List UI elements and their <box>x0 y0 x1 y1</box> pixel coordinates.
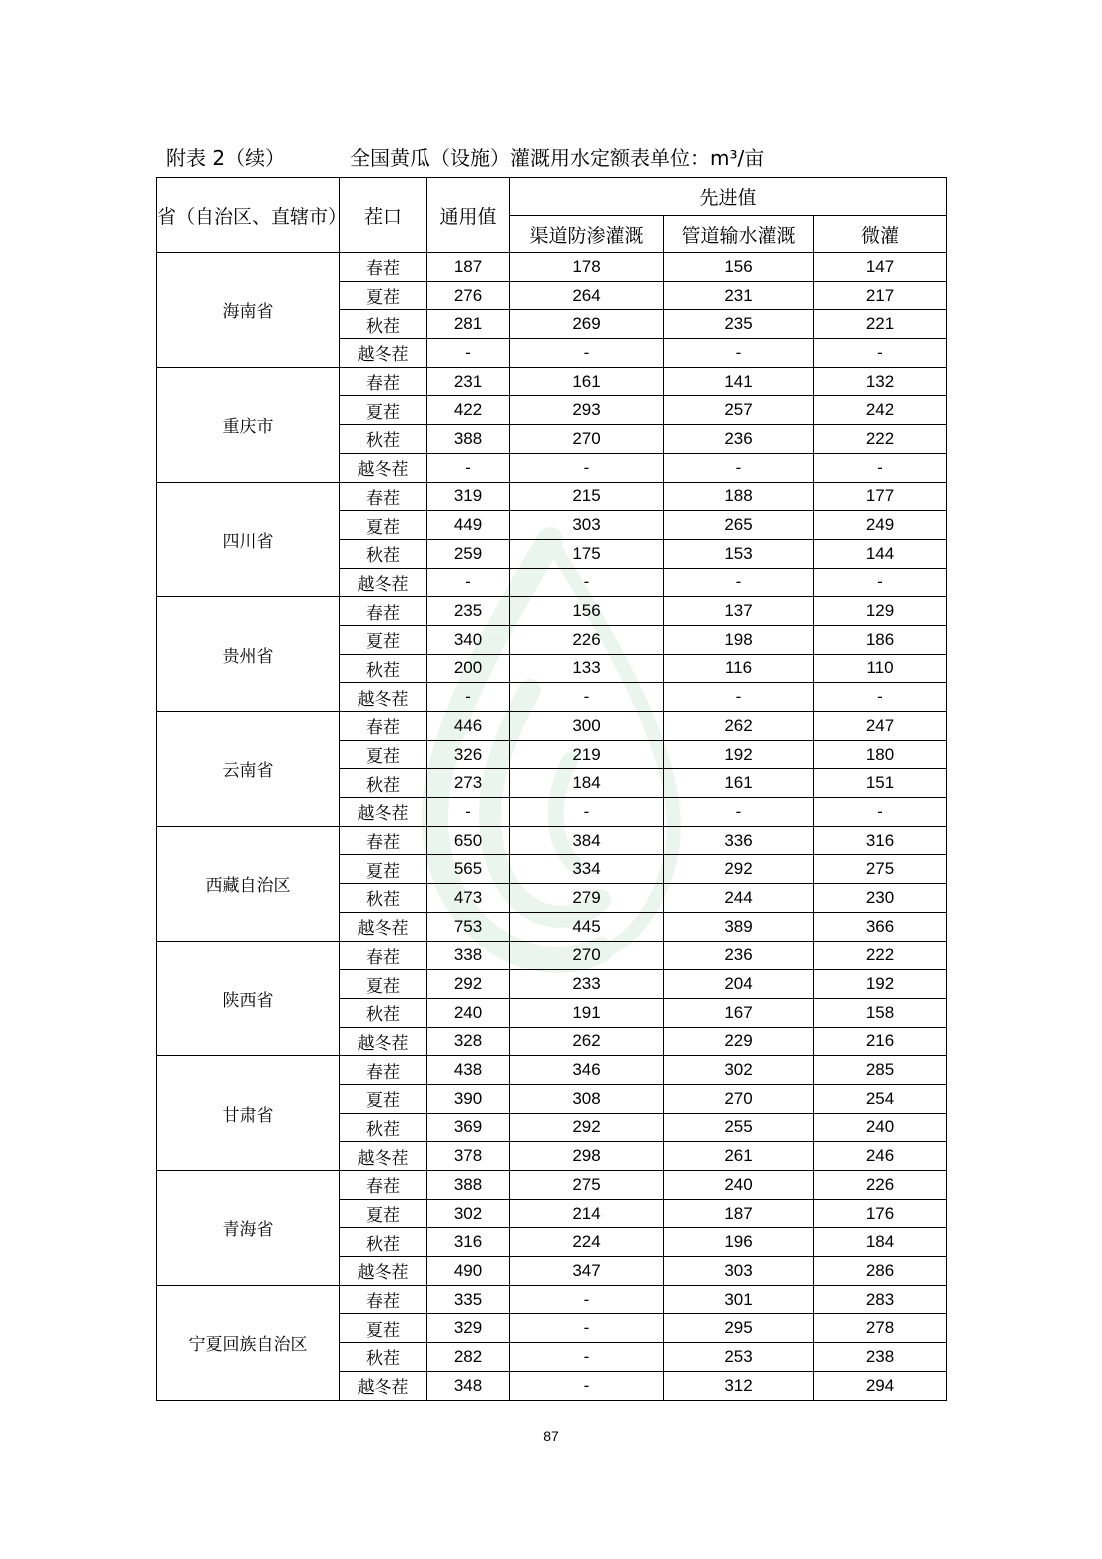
general-value-cell: 316 <box>427 1228 510 1257</box>
canal-value-cell: 384 <box>510 826 664 855</box>
micro-value-cell: 217 <box>814 281 947 310</box>
general-value-cell: 335 <box>427 1285 510 1314</box>
table-row <box>157 253 947 282</box>
canal-value-cell: 308 <box>510 1084 664 1113</box>
header-advanced: 先进值 <box>510 178 947 216</box>
general-value-cell: 231 <box>427 367 510 396</box>
general-value-cell: 338 <box>427 941 510 970</box>
province-name: 西藏自治区 <box>157 826 340 941</box>
canal-value-cell: 270 <box>510 941 664 970</box>
pipe-value-cell: 141 <box>664 367 814 396</box>
pipe-value-cell: 153 <box>664 539 814 568</box>
canal-value-cell: 275 <box>510 1171 664 1200</box>
micro-value-cell: - <box>814 453 947 482</box>
table-row <box>157 482 947 511</box>
table-row <box>157 597 947 626</box>
general-value-cell: 390 <box>427 1084 510 1113</box>
micro-value-cell: 316 <box>814 826 947 855</box>
general-value-cell: - <box>427 568 510 597</box>
province-name: 青海省 <box>157 1171 340 1286</box>
pipe-value-cell: 262 <box>664 712 814 741</box>
canal-value-cell: 270 <box>510 425 664 454</box>
micro-value-cell: 238 <box>814 1343 947 1372</box>
general-value-cell: 422 <box>427 396 510 425</box>
canal-value-cell: 300 <box>510 712 664 741</box>
general-value-cell: 326 <box>427 740 510 769</box>
micro-value-cell: - <box>814 568 947 597</box>
general-value-cell: 378 <box>427 1142 510 1171</box>
season-cell: 春茬 <box>340 1171 427 1200</box>
pipe-value-cell: 265 <box>664 511 814 540</box>
season-cell: 春茬 <box>340 826 427 855</box>
season-cell: 秋茬 <box>340 1113 427 1142</box>
season-cell: 越冬茬 <box>340 912 427 941</box>
pipe-value-cell: 240 <box>664 1171 814 1200</box>
season-cell: 春茬 <box>340 597 427 626</box>
general-value-cell: - <box>427 453 510 482</box>
season-cell: 越冬茬 <box>340 453 427 482</box>
header-pipe: 管道输水灌溉 <box>664 216 814 253</box>
pipe-value-cell: 188 <box>664 482 814 511</box>
header-general: 通用值 <box>427 178 510 253</box>
season-cell: 夏茬 <box>340 625 427 654</box>
general-value-cell: 259 <box>427 539 510 568</box>
micro-value-cell: 132 <box>814 367 947 396</box>
general-value-cell: 473 <box>427 884 510 913</box>
header-crop: 茬口 <box>340 178 427 253</box>
micro-value-cell: 129 <box>814 597 947 626</box>
table-row <box>157 826 947 855</box>
micro-value-cell: 285 <box>814 1056 947 1085</box>
pipe-value-cell: 235 <box>664 310 814 339</box>
canal-value-cell: 279 <box>510 884 664 913</box>
canal-value-cell: 269 <box>510 310 664 339</box>
pipe-value-cell: 161 <box>664 769 814 798</box>
table-caption: 全国黄瓜（设施）灌溉用水定额表单位：m³/亩 <box>350 146 765 170</box>
pipe-value-cell: 303 <box>664 1257 814 1286</box>
general-value-cell: - <box>427 339 510 368</box>
micro-value-cell: 240 <box>814 1113 947 1142</box>
canal-value-cell: 178 <box>510 253 664 282</box>
canal-value-cell: 133 <box>510 654 664 683</box>
pipe-value-cell: 167 <box>664 998 814 1027</box>
micro-value-cell: 222 <box>814 425 947 454</box>
canal-value-cell: 293 <box>510 396 664 425</box>
micro-value-cell: - <box>814 683 947 712</box>
season-cell: 夏茬 <box>340 281 427 310</box>
pipe-value-cell: 336 <box>664 826 814 855</box>
province-name: 甘肃省 <box>157 1056 340 1171</box>
general-value-cell: 449 <box>427 511 510 540</box>
micro-value-cell: 216 <box>814 1027 947 1056</box>
general-value-cell: 328 <box>427 1027 510 1056</box>
pipe-value-cell: - <box>664 453 814 482</box>
province-name: 宁夏回族自治区 <box>157 1285 340 1400</box>
general-value-cell: 282 <box>427 1343 510 1372</box>
season-cell: 越冬茬 <box>340 683 427 712</box>
micro-value-cell: 249 <box>814 511 947 540</box>
water-quota-table <box>156 177 947 1401</box>
micro-value-cell: 144 <box>814 539 947 568</box>
general-value-cell: - <box>427 798 510 827</box>
general-value-cell: 388 <box>427 1171 510 1200</box>
season-cell: 越冬茬 <box>340 1027 427 1056</box>
micro-value-cell: 192 <box>814 970 947 999</box>
header-province: 省（自治区、直辖市） <box>157 178 340 253</box>
season-cell: 越冬茬 <box>340 798 427 827</box>
season-cell: 秋茬 <box>340 310 427 339</box>
general-value-cell: 235 <box>427 597 510 626</box>
province-name: 云南省 <box>157 712 340 827</box>
pipe-value-cell: 198 <box>664 625 814 654</box>
canal-value-cell: 184 <box>510 769 664 798</box>
general-value-cell: 388 <box>427 425 510 454</box>
table-body <box>157 253 947 1401</box>
canal-value-cell: - <box>510 1285 664 1314</box>
header-micro: 微灌 <box>814 216 947 253</box>
season-cell: 春茬 <box>340 253 427 282</box>
season-cell: 秋茬 <box>340 1228 427 1257</box>
pipe-value-cell: 389 <box>664 912 814 941</box>
general-value-cell: 187 <box>427 253 510 282</box>
general-value-cell: 753 <box>427 912 510 941</box>
table-row <box>157 367 947 396</box>
appendix-label: 附表 2（续） <box>166 146 286 170</box>
micro-value-cell: 184 <box>814 1228 947 1257</box>
general-value-cell: 329 <box>427 1314 510 1343</box>
general-value-cell: - <box>427 683 510 712</box>
micro-value-cell: 275 <box>814 855 947 884</box>
micro-value-cell: 186 <box>814 625 947 654</box>
micro-value-cell: 176 <box>814 1199 947 1228</box>
micro-value-cell: 110 <box>814 654 947 683</box>
pipe-value-cell: 302 <box>664 1056 814 1085</box>
pipe-value-cell: - <box>664 339 814 368</box>
pipe-value-cell: 253 <box>664 1343 814 1372</box>
general-value-cell: 200 <box>427 654 510 683</box>
page-number: 87 <box>543 1428 559 1444</box>
general-value-cell: 490 <box>427 1257 510 1286</box>
canal-value-cell: - <box>510 683 664 712</box>
general-value-cell: 240 <box>427 998 510 1027</box>
table-row <box>157 1171 947 1200</box>
canal-value-cell: 191 <box>510 998 664 1027</box>
canal-value-cell: 298 <box>510 1142 664 1171</box>
general-value-cell: 650 <box>427 826 510 855</box>
season-cell: 春茬 <box>340 712 427 741</box>
general-value-cell: 446 <box>427 712 510 741</box>
pipe-value-cell: 231 <box>664 281 814 310</box>
pipe-value-cell: - <box>664 568 814 597</box>
canal-value-cell: - <box>510 568 664 597</box>
season-cell: 越冬茬 <box>340 568 427 597</box>
season-cell: 夏茬 <box>340 396 427 425</box>
season-cell: 夏茬 <box>340 1084 427 1113</box>
micro-value-cell: 226 <box>814 1171 947 1200</box>
canal-value-cell: 334 <box>510 855 664 884</box>
season-cell: 夏茬 <box>340 970 427 999</box>
general-value-cell: 369 <box>427 1113 510 1142</box>
table-row <box>157 941 947 970</box>
season-cell: 越冬茬 <box>340 1142 427 1171</box>
season-cell: 秋茬 <box>340 425 427 454</box>
season-cell: 秋茬 <box>340 654 427 683</box>
canal-value-cell: 224 <box>510 1228 664 1257</box>
table-title <box>166 140 946 172</box>
pipe-value-cell: - <box>664 683 814 712</box>
micro-value-cell: 242 <box>814 396 947 425</box>
pipe-value-cell: 116 <box>664 654 814 683</box>
season-cell: 秋茬 <box>340 998 427 1027</box>
table-row <box>157 1056 947 1085</box>
micro-value-cell: 294 <box>814 1371 947 1400</box>
general-value-cell: 273 <box>427 769 510 798</box>
season-cell: 秋茬 <box>340 884 427 913</box>
pipe-value-cell: 187 <box>664 1199 814 1228</box>
pipe-value-cell: 236 <box>664 941 814 970</box>
canal-value-cell: - <box>510 798 664 827</box>
micro-value-cell: 283 <box>814 1285 947 1314</box>
general-value-cell: 340 <box>427 625 510 654</box>
canal-value-cell: 156 <box>510 597 664 626</box>
season-cell: 秋茬 <box>340 769 427 798</box>
pipe-value-cell: 236 <box>664 425 814 454</box>
canal-value-cell: - <box>510 339 664 368</box>
province-name: 四川省 <box>157 482 340 597</box>
season-cell: 夏茬 <box>340 740 427 769</box>
season-cell: 越冬茬 <box>340 339 427 368</box>
general-value-cell: 292 <box>427 970 510 999</box>
table-row <box>157 712 947 741</box>
season-cell: 夏茬 <box>340 511 427 540</box>
pipe-value-cell: 196 <box>664 1228 814 1257</box>
general-value-cell: 281 <box>427 310 510 339</box>
season-cell: 夏茬 <box>340 855 427 884</box>
pipe-value-cell: 204 <box>664 970 814 999</box>
season-cell: 春茬 <box>340 1056 427 1085</box>
micro-value-cell: 221 <box>814 310 947 339</box>
season-cell: 秋茬 <box>340 1343 427 1372</box>
micro-value-cell: - <box>814 798 947 827</box>
season-cell: 春茬 <box>340 941 427 970</box>
canal-value-cell: 175 <box>510 539 664 568</box>
pipe-value-cell: 137 <box>664 597 814 626</box>
canal-value-cell: 214 <box>510 1199 664 1228</box>
pipe-value-cell: 156 <box>664 253 814 282</box>
canal-value-cell: - <box>510 1371 664 1400</box>
micro-value-cell: 180 <box>814 740 947 769</box>
canal-value-cell: 233 <box>510 970 664 999</box>
micro-value-cell: 254 <box>814 1084 947 1113</box>
province-name: 陕西省 <box>157 941 340 1056</box>
canal-value-cell: 264 <box>510 281 664 310</box>
micro-value-cell: 246 <box>814 1142 947 1171</box>
season-cell: 越冬茬 <box>340 1257 427 1286</box>
canal-value-cell: 262 <box>510 1027 664 1056</box>
pipe-value-cell: 192 <box>664 740 814 769</box>
micro-value-cell: 147 <box>814 253 947 282</box>
season-cell: 春茬 <box>340 1285 427 1314</box>
general-value-cell: 302 <box>427 1199 510 1228</box>
micro-value-cell: 366 <box>814 912 947 941</box>
season-cell: 夏茬 <box>340 1314 427 1343</box>
pipe-value-cell: 292 <box>664 855 814 884</box>
canal-value-cell: 346 <box>510 1056 664 1085</box>
season-cell: 越冬茬 <box>340 1371 427 1400</box>
general-value-cell: 565 <box>427 855 510 884</box>
canal-value-cell: 215 <box>510 482 664 511</box>
canal-value-cell: 445 <box>510 912 664 941</box>
canal-value-cell: 292 <box>510 1113 664 1142</box>
season-cell: 春茬 <box>340 367 427 396</box>
pipe-value-cell: 301 <box>664 1285 814 1314</box>
micro-value-cell: 151 <box>814 769 947 798</box>
micro-value-cell: 230 <box>814 884 947 913</box>
canal-value-cell: 161 <box>510 367 664 396</box>
canal-value-cell: - <box>510 453 664 482</box>
season-cell: 夏茬 <box>340 1199 427 1228</box>
canal-value-cell: 303 <box>510 511 664 540</box>
micro-value-cell: 177 <box>814 482 947 511</box>
micro-value-cell: 158 <box>814 998 947 1027</box>
general-value-cell: 348 <box>427 1371 510 1400</box>
micro-value-cell: 247 <box>814 712 947 741</box>
header-canal: 渠道防渗灌溉 <box>510 216 664 253</box>
canal-value-cell: 219 <box>510 740 664 769</box>
pipe-value-cell: - <box>664 798 814 827</box>
micro-value-cell: 278 <box>814 1314 947 1343</box>
canal-value-cell: - <box>510 1314 664 1343</box>
pipe-value-cell: 312 <box>664 1371 814 1400</box>
pipe-value-cell: 244 <box>664 884 814 913</box>
pipe-value-cell: 229 <box>664 1027 814 1056</box>
general-value-cell: 438 <box>427 1056 510 1085</box>
general-value-cell: 319 <box>427 482 510 511</box>
canal-value-cell: 226 <box>510 625 664 654</box>
pipe-value-cell: 295 <box>664 1314 814 1343</box>
pipe-value-cell: 270 <box>664 1084 814 1113</box>
season-cell: 春茬 <box>340 482 427 511</box>
micro-value-cell: 222 <box>814 941 947 970</box>
pipe-value-cell: 257 <box>664 396 814 425</box>
province-name: 重庆市 <box>157 367 340 482</box>
province-name: 贵州省 <box>157 597 340 712</box>
table-row <box>157 1285 947 1314</box>
micro-value-cell: - <box>814 339 947 368</box>
micro-value-cell: 286 <box>814 1257 947 1286</box>
canal-value-cell: 347 <box>510 1257 664 1286</box>
season-cell: 秋茬 <box>340 539 427 568</box>
province-name: 海南省 <box>157 253 340 368</box>
general-value-cell: 276 <box>427 281 510 310</box>
pipe-value-cell: 261 <box>664 1142 814 1171</box>
pipe-value-cell: 255 <box>664 1113 814 1142</box>
canal-value-cell: - <box>510 1343 664 1372</box>
